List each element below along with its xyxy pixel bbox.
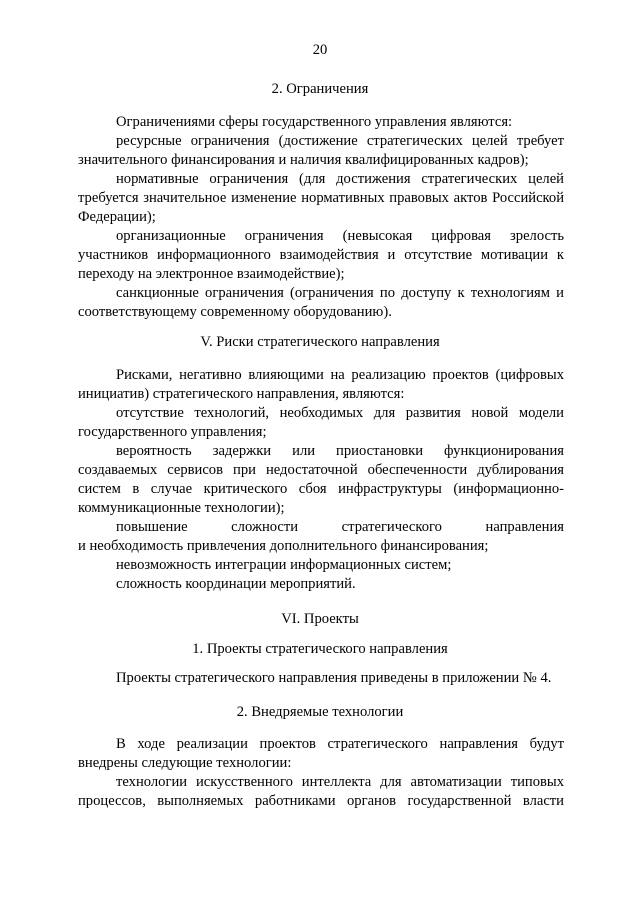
paragraph-risks-intro: Рисками, негативно влияющими на реализацию проектов (цифровых инициатив) стратегического направления, являются: — [78, 367, 564, 402]
section-heading-projects: VI. Проекты — [281, 611, 359, 627]
subsection-heading-projects: 1. Проекты стратегического направления — [192, 641, 448, 657]
paragraph-limits-resource: ресурсные ограничения (достижение стратегических целей требует значительного финансирования и наличия квалифицированных кадров); — [78, 133, 564, 168]
paragraph-projects: Проекты стратегического направления приведены в приложении № 4. — [116, 670, 552, 686]
paragraph-limits-intro: Ограничениями сферы государственного управления являются: — [116, 114, 513, 130]
paragraph-limits-sanction: санкционные ограничения (ограничения по доступу к технологиям и соответствующему современному оборудованию). — [78, 285, 564, 320]
paragraph-limits-normative: нормативные ограничения (для достижения стратегических целей требуется значительное изменение нормативных правовых актов Российской Федерации); — [78, 171, 564, 225]
section-heading-risks: V. Риски стратегического направления — [200, 334, 440, 350]
paragraph-risks-complexity-line2: и необходимость привлечения дополнительного финансирования; — [78, 538, 489, 554]
paragraph-tech-ai-line2: процессов, выполняемых работниками органов государственной власти — [78, 793, 564, 809]
paragraph-risks-delay: вероятность задержки или приостановки функционирования создаваемых сервисов при недостаточной обеспеченности дублирования систем в случае критического сбоя инфраструктуры (информационно-коммуникационные технологии); — [78, 443, 564, 516]
paragraph-risks-complexity-line1: повышение сложности стратегического направления — [116, 519, 564, 535]
paragraph-limits-organizational: организационные ограничения (невысокая цифровая зрелость участников информационного взаимодействия и отсутствие мотивации к переходу на электронное взаимодействие); — [78, 228, 564, 282]
subsection-heading-technologies: 2. Внедряемые технологии — [236, 704, 404, 720]
paragraph-risks-coordination: сложность координации мероприятий. — [116, 576, 356, 592]
paragraph-tech-intro: В ходе реализации проектов стратегического направления будут внедрены следующие технологии: — [78, 736, 564, 771]
section-heading-limitations: 2. Ограничения — [271, 81, 369, 97]
paragraph-tech-ai-line1: технологии искусственного интеллекта для автоматизации типовых — [116, 774, 564, 790]
page-number: 20 — [312, 42, 328, 58]
paragraph-risks-technology: отсутствие технологий, необходимых для развития новой модели государственного управления; — [78, 405, 564, 440]
paragraph-risks-integration: невозможность интеграции информационных систем; — [116, 557, 452, 573]
